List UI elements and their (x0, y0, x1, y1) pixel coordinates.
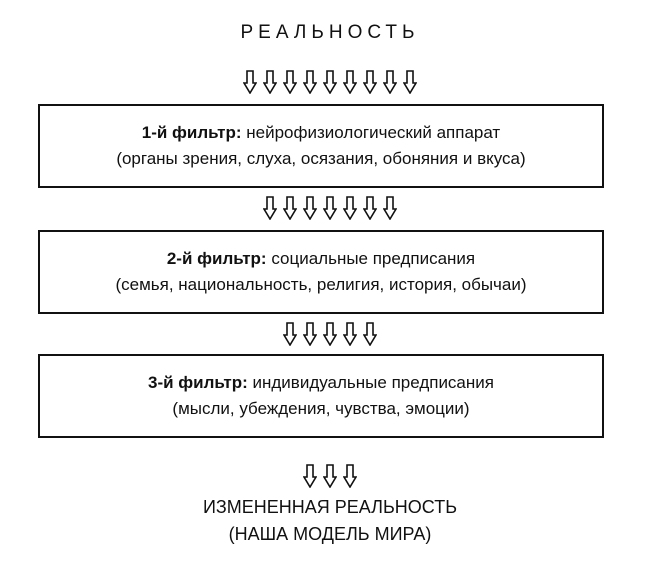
down-arrow-icon (383, 196, 397, 220)
down-arrow-icon (303, 322, 317, 346)
result-line-1: ИЗМЕНЕННАЯ РЕАЛЬНОСТЬ (202, 497, 458, 517)
down-arrow-icon (303, 464, 317, 488)
filter-box-1 (38, 104, 604, 188)
down-arrow-icon (343, 464, 357, 488)
filter-box-2 (38, 230, 604, 314)
down-arrow-icon (403, 70, 417, 94)
filter-1-description: нейрофизиологический аппарат (246, 123, 501, 142)
filter-1-details: (органы зрения, слуха, осязания, обоняния и вкуса) (116, 149, 526, 169)
down-arrow-icon (343, 322, 357, 346)
result-text (0, 494, 660, 548)
down-arrow-icon (323, 196, 337, 220)
down-arrow-icon (383, 70, 397, 94)
filter-1-label: 1-й фильтр: (141, 123, 242, 142)
down-arrow-icon (363, 196, 377, 220)
down-arrow-icon (343, 70, 357, 94)
down-arrow-icon (263, 70, 277, 94)
filter-2-label: 2-й фильтр: (166, 249, 267, 268)
reality-title: РЕАЛЬНОСТЬ (240, 22, 420, 43)
down-arrow-icon (283, 322, 297, 346)
down-arrow-icon (343, 196, 357, 220)
down-arrow-icon (323, 322, 337, 346)
arrow-row-bottom (0, 464, 660, 488)
filter-3-label: 3-й фильтр: (148, 373, 248, 392)
down-arrow-icon (303, 70, 317, 94)
arrow-row-2 (0, 322, 660, 346)
arrow-row-1 (0, 196, 660, 220)
down-arrow-icon (323, 70, 337, 94)
filter-2-description: социальные предписания (271, 249, 476, 268)
down-arrow-icon (263, 196, 277, 220)
down-arrow-icon (283, 70, 297, 94)
filter-box-3 (38, 354, 604, 438)
result-line-2: (НАША МОДЕЛЬ МИРА) (228, 524, 432, 544)
down-arrow-icon (303, 196, 317, 220)
down-arrow-icon (363, 70, 377, 94)
down-arrow-icon (243, 70, 257, 94)
down-arrow-icon (283, 196, 297, 220)
filter-2-details: (семья, национальность, религия, история, обычаи) (115, 275, 527, 295)
filter-3-description: индивидуальные предписания (252, 373, 494, 392)
down-arrow-icon (363, 322, 377, 346)
down-arrow-icon (323, 464, 337, 488)
arrow-row-top (0, 70, 660, 94)
filter-3-details: (мысли, убеждения, чувства, эмоции) (172, 399, 470, 419)
